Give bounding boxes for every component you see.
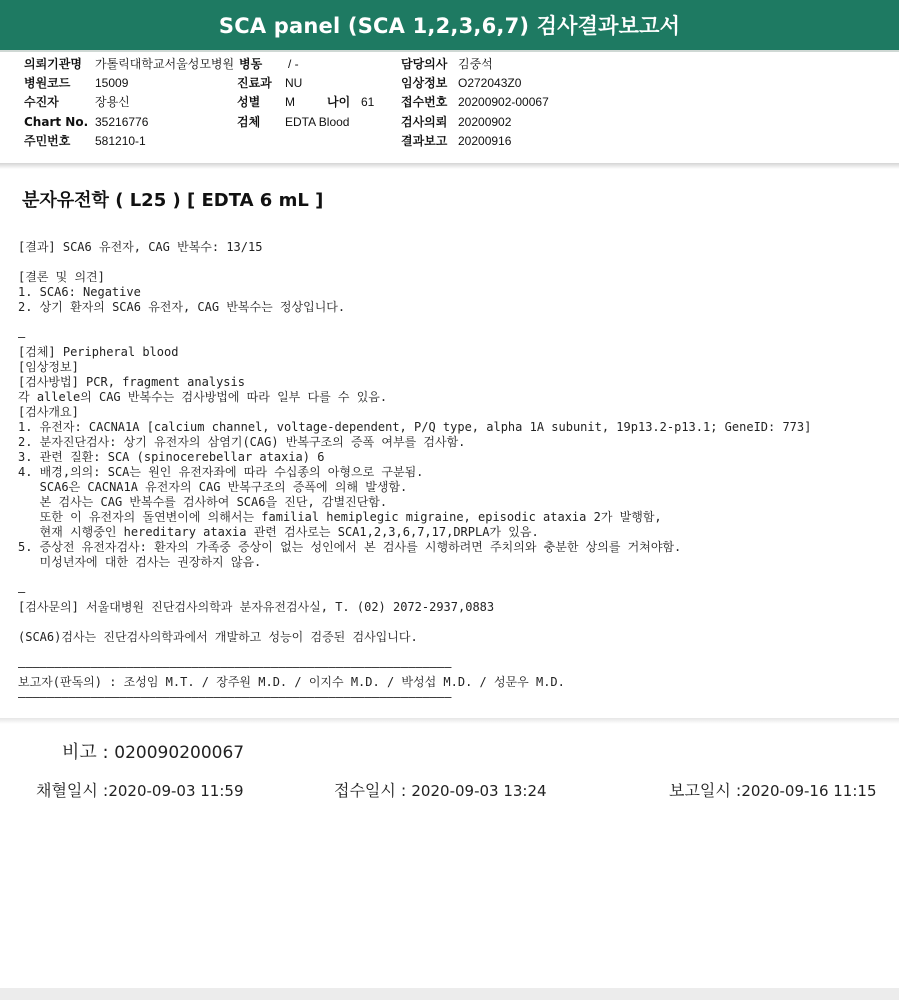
- report-line: 5. 증상전 유전자검사: 환자의 가족중 증상이 없는 성인에서 본 검사를 시행하려면 주치의와 충분한 상의를 거쳐야함.: [18, 540, 682, 554]
- report-body: [18, 240, 811, 705]
- report-line: 1. 유전자: CACNA1A [calcium channel, voltage-dependent, P/Q type, alpha 1A subunit, 19p13.2-p13.1; GeneID: 773]: [18, 420, 812, 434]
- report-line: 2. 분자진단검사: 상기 유전자의 삼염기(CAG) 반복구조의 증폭 여부를 검사함.: [18, 435, 466, 449]
- report-line: 3. 관련 질환: SCA (spinocerebellar ataxia) 6: [18, 450, 325, 464]
- report-line: [18, 645, 811, 660]
- doctor-label: 담당의사: [401, 57, 448, 71]
- note-row: [62, 738, 244, 764]
- ward-value: / -: [288, 57, 299, 71]
- report-line: [임상정보]: [18, 360, 79, 374]
- report-header: [0, 0, 899, 52]
- collection-time-row: [36, 778, 243, 801]
- ward-label: 병동: [239, 57, 263, 71]
- report-line: 현재 시행중인 hereditary ataxia 관련 검사로는 SCA1,2,3,6,7,17,DRPLA가 있음.: [18, 525, 539, 539]
- resident-number-value: 581210-1: [95, 134, 146, 148]
- specimen-label: 검체: [237, 115, 261, 129]
- hospital-code-label: 병원코드: [24, 76, 71, 90]
- hospital-code-value: 15009: [95, 76, 129, 90]
- report-line: ————————————————————————————————————————————————————————————: [18, 660, 452, 674]
- accept-time-row: [334, 778, 547, 801]
- sex-label: 성별: [237, 95, 261, 109]
- report-line: 1. SCA6: Negative: [18, 285, 141, 299]
- header-divider: [0, 163, 899, 169]
- request-date-value: 20200902: [458, 115, 512, 129]
- report-line: [검사개요]: [18, 405, 79, 419]
- clinical-info-value: O272043Z0: [458, 76, 522, 90]
- chart-number-value: 35216776: [95, 115, 149, 129]
- report-line: [검사방법] PCR, fragment analysis: [18, 375, 245, 389]
- report-line: [검사문의] 서울대병원 진단검사의학과 분자유전검사실, T. (02) 2072-2937,0883: [18, 600, 495, 614]
- report-line: 미성년자에 대한 검사는 권장하지 않음.: [18, 555, 262, 569]
- report-date-value: 20200916: [458, 134, 512, 148]
- department-label: 진료과: [237, 76, 272, 90]
- accept-time-value: 2020-09-03 13:24: [411, 782, 547, 800]
- report-line: SCA6은 CACNA1A 유전자의 CAG 반복구조의 증폭에 의해 발생함.: [18, 480, 408, 494]
- receipt-number-label: 접수번호: [401, 95, 448, 109]
- report-line: [결론 및 의견]: [18, 270, 105, 284]
- report-line: —: [18, 585, 26, 599]
- report-line: 보고자(판독의) : 조성임 M.T. / 장주원 M.D. / 이지수 M.D. / 박성섭 M.D. / 성문우 M.D.: [18, 675, 565, 689]
- collection-time-value: 2020-09-03 11:59: [108, 782, 244, 800]
- receipt-number-value: 20200902-00067: [458, 95, 549, 109]
- page-bottom-strip: [0, 988, 899, 1000]
- report-line: 각 allele의 CAG 반복수는 검사방법에 따라 일부 다를 수 있음.: [18, 390, 388, 404]
- report-line: [결과] SCA6 유전자, CAG 반복수: 13/15: [18, 240, 263, 254]
- report-line: 본 검사는 CAG 반복수를 검사하여 SCA6을 진단, 감별진단함.: [18, 495, 388, 509]
- report-line: [검체] Peripheral blood: [18, 345, 179, 359]
- section-title: 분자유전학 ( L25 ) [ EDTA 6 mL ]: [22, 190, 324, 211]
- age-value: 61: [361, 95, 375, 109]
- accept-time-label: 접수일시 :: [334, 781, 412, 800]
- note-label: 비고 :: [62, 742, 115, 763]
- report-line: —: [18, 330, 26, 344]
- age-label: 나이: [327, 95, 351, 109]
- institution-label: 의뢰기관명: [24, 57, 82, 71]
- report-time-label: 보고일시 :: [669, 781, 742, 800]
- patient-info-panel: [0, 52, 899, 162]
- patient-name-label: 수진자: [24, 95, 59, 109]
- report-line: [18, 255, 811, 270]
- institution-value: 가톨릭대학교서울성모병원: [95, 57, 235, 71]
- report-line: (SCA6)검사는 진단검사의학과에서 개발하고 성능이 검증된 검사입니다.: [18, 630, 418, 644]
- note-value: 020090200067: [114, 743, 245, 763]
- report-date-label: 결과보고: [401, 134, 448, 148]
- report-line: 4. 배경,의의: SCA는 원인 유전자좌에 따라 수십종의 아형으로 구분됨.: [18, 465, 424, 479]
- footer-divider: [0, 718, 899, 724]
- patient-name-value: 장용신: [95, 95, 130, 109]
- department-value: NU: [285, 76, 303, 90]
- specimen-value: EDTA Blood: [285, 115, 350, 129]
- resident-number-label: 주민번호: [24, 134, 71, 148]
- report-time-value: 2020-09-16 11:15: [741, 782, 877, 800]
- report-time-row: [669, 778, 876, 801]
- doctor-value: 김중석: [458, 57, 493, 71]
- collection-time-label: 채혈일시 :: [36, 781, 109, 800]
- request-date-label: 검사의뢰: [401, 115, 448, 129]
- sex-value: M: [285, 95, 295, 109]
- report-line: [18, 615, 811, 630]
- report-title: SCA panel (SCA 1,2,3,6,7) 검사결과보고서: [218, 14, 681, 38]
- chart-number-label: Chart No.: [24, 115, 89, 129]
- report-line: [18, 315, 811, 330]
- report-line: [18, 570, 811, 585]
- report-line: 2. 상기 환자의 SCA6 유전자, CAG 반복수는 정상입니다.: [18, 300, 346, 314]
- report-line: 또한 이 유전자의 돌연변이에 의해서는 familial hemiplegic migraine, episodic ataxia 2가 발행함,: [18, 510, 662, 524]
- clinical-info-label: 임상정보: [401, 76, 448, 90]
- report-line: ————————————————————————————————————————————————————————————: [18, 690, 452, 704]
